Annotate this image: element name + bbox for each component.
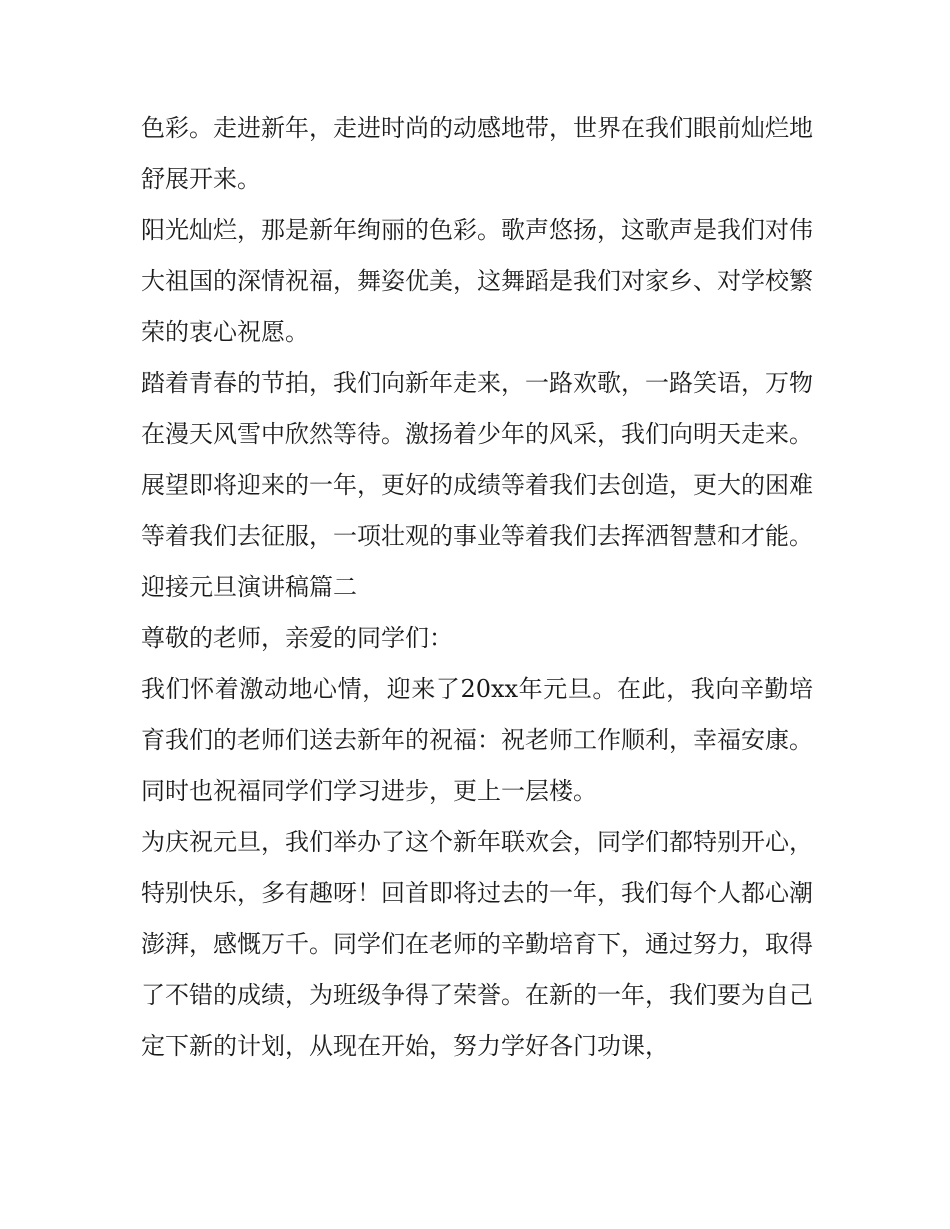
paragraph: 展望即将迎来的一年，更好的成绩等着我们去创造，更大的困难等着我们去征服，一项壮观的事业等着我们去挥洒智慧和才能。 迎接元旦演讲稿篇二 — [141, 471, 813, 601]
paragraph: 我们怀着激动地心情，迎来了20xx年元旦。在此，我向辛勤培育我们的老师们送去新年的祝福：祝老师工作顺利，幸福安康。同时也祝福同学们学习进步，更上一层楼。 — [141, 675, 813, 805]
paragraph: 阳光灿烂，那是新年绚丽的色彩。歌声悠扬，这歌声是我们对伟大祖国的深情祝福，舞姿优美，这舞蹈是我们对家乡、对学校繁荣的衷心祝愿。 — [141, 216, 813, 346]
paragraph: 为庆祝元旦，我们举办了这个新年联欢会，同学们都特别开心，特别快乐，多有趣呀！回首即将过去的一年，我们每个人都心潮澎湃，感慨万千。同学们在老师的辛勤培育下，通过努力，取得了不错的成绩，为班级争得了荣誉。在新的一年，我们要为自己定下新的计划，从现在开始，努力学好各门功课， — [141, 828, 813, 1060]
document-body — [141, 103, 813, 1072]
paragraph: 色彩。走进新年，走进时尚的动感地带，世界在我们眼前灿烂地舒展开来。 — [141, 114, 813, 193]
salutation: 尊敬的老师，亲爱的同学们： — [141, 624, 453, 652]
paragraph: 踏着青春的节拍，我们向新年走来，一路欢歌，一路笑语，万物在漫天风雪中欣然等待。激扬着少年的风采，我们向明天走来。 — [141, 369, 813, 448]
